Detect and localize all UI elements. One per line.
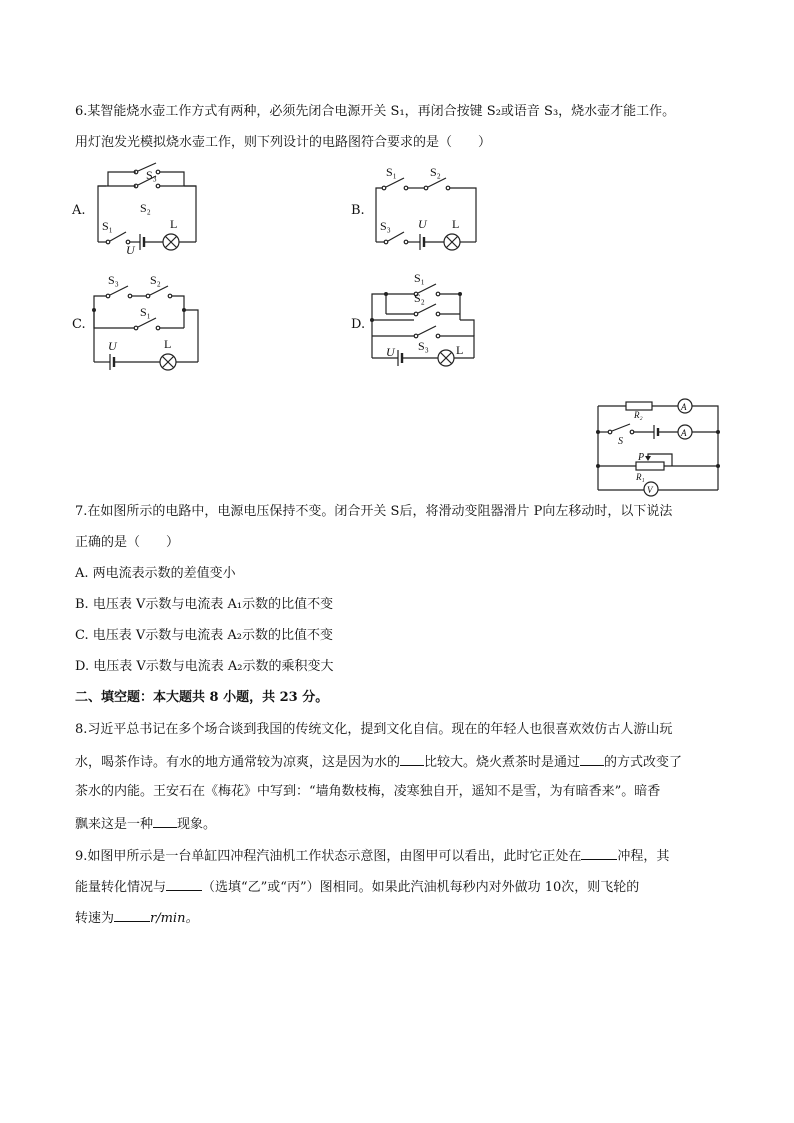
q7-option-b: B. 电压表 V示数与电流表 A₁示数的比值不变 (75, 597, 334, 612)
circuit-diagram-a (88, 162, 228, 257)
label-u: U (126, 243, 135, 257)
q6-line-1: 6.某智能烧水壶工作方式有两种，必须先闭合电源开关 S₁，再闭合按键 S₂或语音 S₃，烧水壶才能工作。 (75, 104, 676, 119)
label-s3: S₃ (108, 273, 119, 287)
q9-line-3 (75, 907, 198, 929)
q7-option-d: D. 电压表 V示数与电流表 A₂示数的乘积变大 (75, 659, 334, 674)
q9-text-1a: 9.如图甲所示是一台单缸四冲程汽油机工作状态示意图，由图甲可以看出，此时它正处在 (75, 849, 582, 864)
label-s1: S₁ (386, 165, 397, 179)
q8-blank-3[interactable] (153, 813, 177, 828)
label-p: P (638, 452, 645, 463)
q8-blank-2[interactable] (580, 751, 604, 766)
q6-option-d-label: D. (351, 317, 366, 332)
q7-line-2: 正确的是（ ） (75, 535, 180, 550)
label-s1: S₁ (140, 305, 151, 319)
q9-text-3a: 转速为 (75, 911, 115, 926)
q8-text-2c: 的方式改变了 (604, 755, 683, 770)
label-s1: S₁ (102, 219, 113, 233)
label-s1: S₁ (414, 271, 425, 285)
label-s3: S₃ (146, 168, 157, 182)
label-l: L (170, 217, 178, 231)
q8-line-3: 茶水的内能。王安石在《梅花》中写到：“墙角数枝梅，凌寒独自开，遥知不是雪，为有暗香来”。暗香 (75, 784, 661, 799)
q9-line-2 (75, 876, 639, 898)
q8-text-4b: 现象。 (177, 817, 217, 832)
label-s: S (618, 436, 623, 447)
label-r2: R₂ (634, 410, 643, 420)
q9-blank-2[interactable] (166, 876, 202, 891)
circuit-diagram-d (368, 268, 508, 368)
label-v: V (647, 485, 653, 495)
q8-text-2a: 水，喝茶作诗。有水的地方通常较为凉爽，这是因为水的 (75, 755, 401, 770)
label-u: U (108, 339, 117, 353)
label-s2: S₂ (140, 201, 151, 215)
label-r1: R₁ (636, 472, 645, 482)
label-s2: S₂ (414, 291, 425, 305)
q7-option-c: C. 电压表 V示数与电流表 A₂示数的比值不变 (75, 628, 334, 643)
q6-option-b-label: B. (351, 203, 365, 218)
label-s2: S₂ (150, 273, 161, 287)
q8-blank-1[interactable] (400, 751, 424, 766)
q8-text-4a: 飘来这是一种 (75, 817, 154, 832)
q7-circuit-figure (592, 398, 752, 498)
label-l: L (164, 337, 172, 351)
q8-line-4 (75, 813, 216, 835)
q9-blank-3[interactable] (114, 907, 150, 922)
q9-text-2b: （选填“乙”或“丙”）图相同。如果此汽油机每秒内对外做功 10次，则飞轮的 (202, 880, 640, 895)
label-a2: A (681, 428, 687, 438)
q6-option-c-label: C. (72, 317, 86, 332)
circuit-diagram-c (88, 270, 228, 370)
q8-line-1: 8.习近平总书记在多个场合谈到我国的传统文化，提到文化自信。现在的年轻人也很喜欢效仿古人游山玩 (75, 722, 673, 737)
label-u: U (418, 217, 427, 231)
q6-line-2: 用灯泡发光模拟烧水壶工作，则下列设计的电路图符合要求的是（ ） (75, 135, 492, 150)
q9-text-3b: r/min。 (150, 911, 199, 926)
q9-blank-1[interactable] (581, 845, 617, 860)
q9-line-1 (75, 845, 669, 867)
section-heading-fill-in: 二、填空题：本大题共 8 小题，共 23 分。 (75, 690, 329, 705)
label-a1: A (681, 402, 687, 412)
label-l: L (456, 343, 464, 357)
q8-line-2 (75, 751, 682, 773)
q6-option-a-label: A. (72, 203, 86, 218)
label-s3: S₃ (418, 339, 429, 353)
q9-text-1b: 冲程，其 (617, 849, 670, 864)
q9-text-2a: 能量转化情况与 (75, 880, 167, 895)
label-s3: S₃ (380, 219, 391, 233)
circuit-diagram-b (368, 162, 508, 252)
label-s2: S₂ (430, 165, 441, 179)
label-u: U (386, 345, 395, 359)
q8-text-2b: 比较大。烧火煮茶时是通过 (424, 755, 581, 770)
q7-option-a: A. 两电流表示数的差值变小 (75, 566, 236, 581)
label-l: L (452, 217, 460, 231)
q7-line-1: 7.在如图所示的电路中，电源电压保持不变。闭合开关 S后，将滑动变阻器滑片 P向左移动时，以下说法 (75, 504, 673, 519)
